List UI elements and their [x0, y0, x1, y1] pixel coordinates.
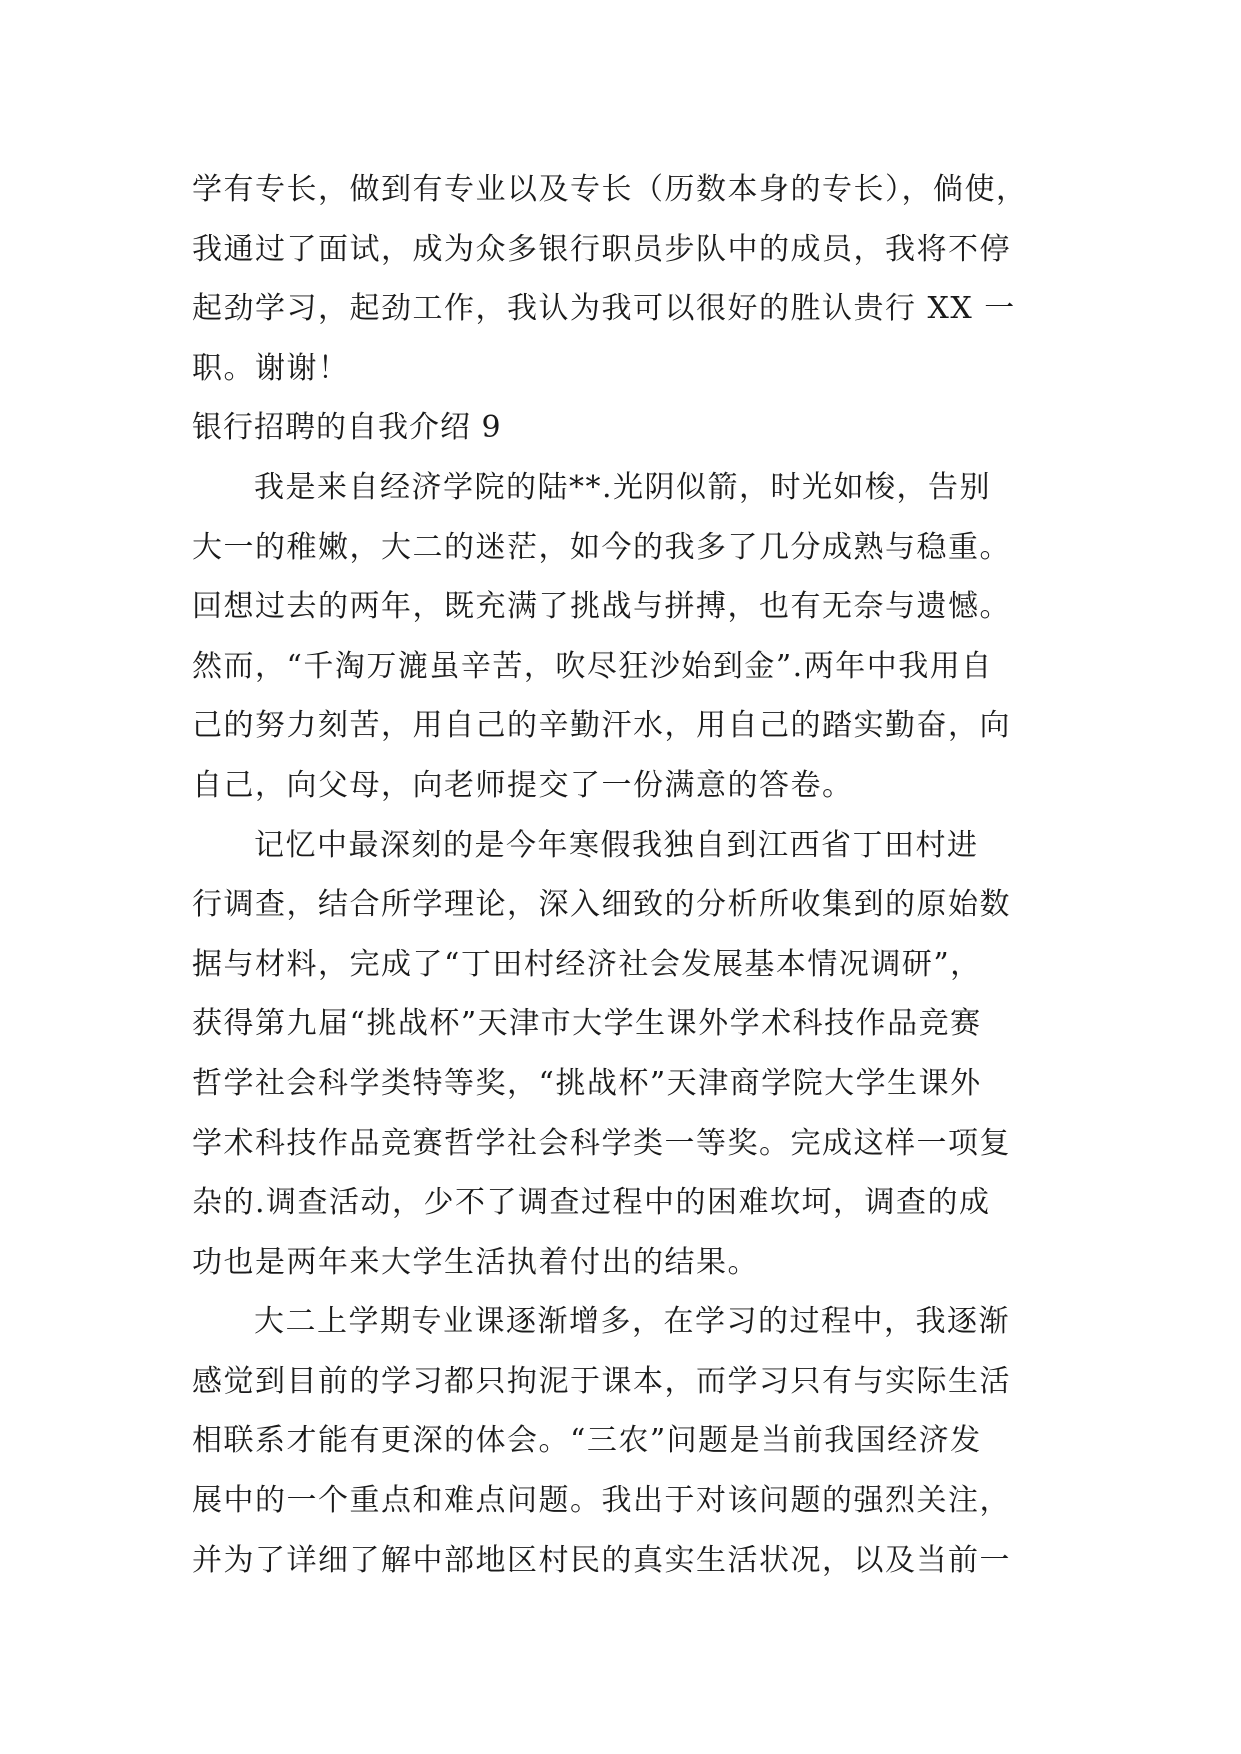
text-line: 哲学社会科学类特等奖，“挑战杯”天津商学院大学生课外	[192, 1065, 982, 1101]
text-line: 职。谢谢！	[192, 350, 350, 386]
text-line: 大一的稚嫩，大二的迷茫，如今的我多了几分成熟与稳重。	[192, 529, 1011, 565]
text-line: 杂的.调查活动，少不了调查过程中的困难坎坷，调查的成	[192, 1185, 991, 1221]
text-line: 感觉到目前的学习都只拘泥于课本，而学习只有与实际生活	[192, 1363, 1011, 1399]
text-line: 我通过了面试，成为众多银行职员步队中的成员，我将不停	[192, 231, 1011, 267]
paragraph-first-line: 大二上学期专业课逐渐增多，在学习的过程中，我逐渐	[254, 1304, 1010, 1340]
text-line: 获得第九届“挑战杯”天津市大学生课外学术科技作品竞赛	[192, 1006, 982, 1042]
text-line: 回想过去的两年，既充满了挑战与拼搏，也有无奈与遗憾。	[192, 589, 1011, 625]
paragraph-first-line: 我是来自经济学院的陆**.光阴似箭，时光如梭，告别	[254, 469, 992, 505]
text-line: 相联系才能有更深的体会。“三农”问题是当前我国经济发	[192, 1423, 982, 1459]
text-line: 然而，“千淘万漉虽辛苦，吹尽狂沙始到金”.两年中我用自	[192, 648, 993, 684]
text-line: 学有专长，做到有专业以及专长（历数本身的专长），倘使，	[192, 172, 1028, 207]
text-line: 并为了详细了解中部地区村民的真实生活状况，以及当前一	[192, 1542, 1011, 1578]
text-line: 自己，向父母，向老师提交了一份满意的答卷。	[192, 767, 854, 803]
text-line: 功也是两年来大学生活执着付出的结果。	[192, 1244, 759, 1280]
text-line: 起劲学习，起劲工作，我认为我可以很好的胜认贵行 XX 一	[192, 291, 1016, 327]
text-line: 己的努力刻苦，用自己的辛勤汗水，用自己的踏实勤奋，向	[192, 708, 1011, 744]
text-line: 据与材料，完成了“丁田村经济社会发展基本情况调研”，	[192, 946, 982, 982]
text-line: 学术科技作品竞赛哲学社会科学类一等奖。完成这样一项复	[192, 1125, 1011, 1161]
text-line: 行调查，结合所学理论，深入细致的分析所收集到的原始数	[192, 887, 1011, 923]
paragraph-first-line: 记忆中最深刻的是今年寒假我独自到江西省丁田村进	[254, 827, 979, 863]
text-line: 展中的一个重点和难点问题。我出于对该问题的强烈关注，	[192, 1483, 1011, 1519]
document-body	[192, 160, 1052, 1590]
section-heading: 银行招聘的自我介绍 9	[192, 410, 502, 446]
